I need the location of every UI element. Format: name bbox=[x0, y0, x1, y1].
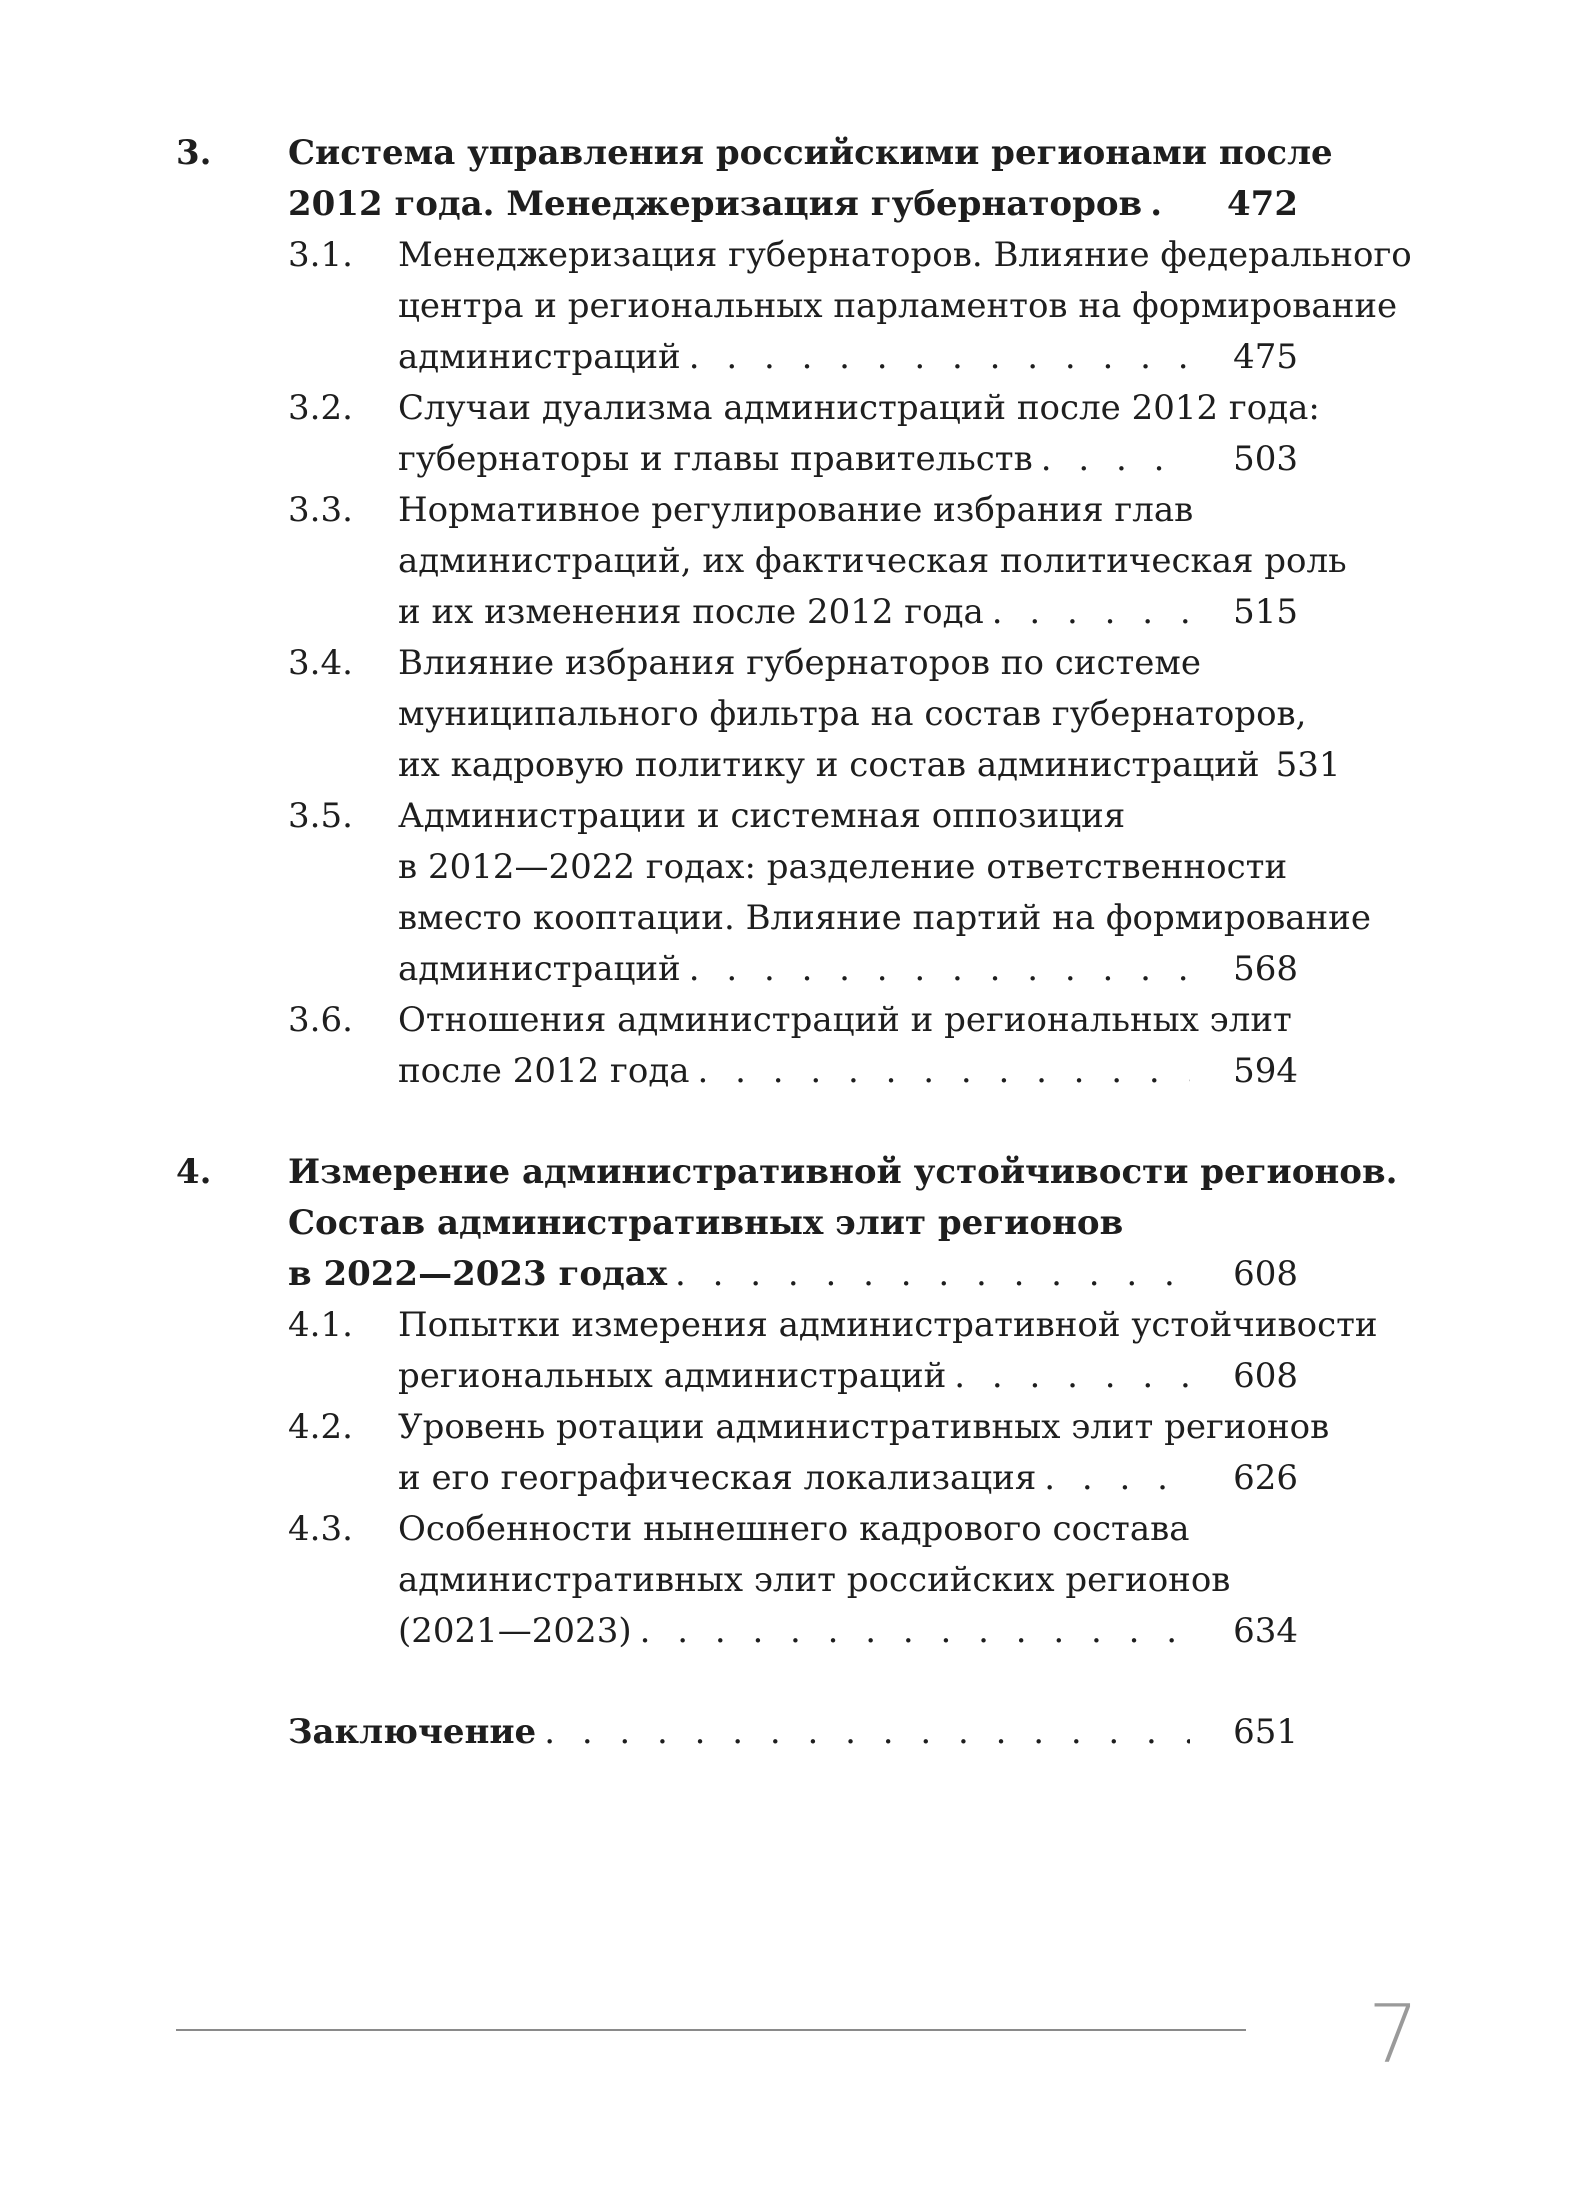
section-title-line: вместо кооптации. Влияние партий на формирование bbox=[398, 898, 1371, 938]
toc-entry[interactable] bbox=[398, 332, 1298, 382]
section-number: 4.2. bbox=[288, 1407, 353, 1447]
section-title-text: администраций bbox=[398, 949, 681, 989]
section-number: 4.3. bbox=[288, 1509, 353, 1549]
dot-leader bbox=[544, 1707, 1190, 1757]
section-title-text: после 2012 года bbox=[398, 1051, 690, 1091]
dot-leader bbox=[1044, 1453, 1190, 1503]
section-title-text: администраций bbox=[398, 337, 681, 377]
section-title-line: муниципального фильтра на состав губернаторов, bbox=[398, 694, 1307, 734]
section-title-line: Менеджеризация губернаторов. Влияние федерального bbox=[398, 235, 1412, 275]
dot-leader bbox=[1150, 179, 1190, 229]
page-number: 472 bbox=[1227, 184, 1298, 224]
toc-entry[interactable] bbox=[398, 1453, 1298, 1503]
section-number: 3.6. bbox=[288, 1000, 353, 1040]
section-number: 3.5. bbox=[288, 796, 353, 836]
section-title-line: администраций, их фактическая политическая роль bbox=[398, 541, 1347, 581]
section-title-text: и его географическая локализация bbox=[398, 1458, 1037, 1498]
dot-leader bbox=[992, 587, 1190, 637]
toc-entry[interactable] bbox=[398, 944, 1298, 994]
toc-entry[interactable] bbox=[398, 1351, 1298, 1401]
toc-entry[interactable] bbox=[398, 740, 1341, 790]
toc-entry[interactable] bbox=[398, 587, 1298, 637]
chapter-title-line: Измерение административной устойчивости регионов. bbox=[288, 1152, 1398, 1192]
dot-leader bbox=[675, 1249, 1190, 1299]
section-title-line: в 2012—2022 годах: разделение ответственности bbox=[398, 847, 1288, 887]
section-title-text: губернаторы и главы правительств bbox=[398, 439, 1033, 479]
section-number: 4.1. bbox=[288, 1305, 353, 1345]
section-title-line: центра и региональных парламентов на формирование bbox=[398, 286, 1398, 326]
page-number: 594 bbox=[1233, 1051, 1298, 1091]
conclusion-title: Заключение bbox=[288, 1712, 537, 1752]
chapter-title-line[interactable] bbox=[288, 179, 1298, 229]
page-number: 651 bbox=[1233, 1712, 1298, 1752]
section-number: 3.1. bbox=[288, 235, 353, 275]
page-number: 634 bbox=[1233, 1611, 1298, 1651]
section-title-line: Случаи дуализма администраций после 2012 года: bbox=[398, 388, 1320, 428]
dot-leader bbox=[954, 1351, 1190, 1401]
chapter-number: 3. bbox=[176, 133, 212, 173]
toc-entry[interactable] bbox=[398, 1046, 1298, 1096]
section-title-line: Уровень ротации административных элит регионов bbox=[398, 1407, 1330, 1447]
footer-rule bbox=[176, 2029, 1246, 2031]
toc-entry[interactable] bbox=[398, 434, 1298, 484]
section-title-line: административных элит российских регионов bbox=[398, 1560, 1231, 1600]
toc-entry[interactable] bbox=[398, 1606, 1298, 1656]
chapter-number: 4. bbox=[176, 1152, 212, 1192]
chapter-title-text: 2012 года. Менеджеризация губернаторов bbox=[288, 184, 1143, 224]
folio-page-number: 7 bbox=[1368, 1988, 1419, 2081]
section-number: 3.4. bbox=[288, 643, 353, 683]
section-title-text: (2021—2023) bbox=[398, 1611, 632, 1651]
section-title-text: региональных администраций bbox=[398, 1356, 947, 1396]
section-title-line: Влияние избрания губернаторов по системе bbox=[398, 643, 1201, 683]
page-number: 531 bbox=[1275, 745, 1341, 785]
page-number: 475 bbox=[1233, 337, 1298, 377]
section-title-line: Особенности нынешнего кадрового состава bbox=[398, 1509, 1190, 1549]
page-number: 568 bbox=[1233, 949, 1298, 989]
section-number: 3.2. bbox=[288, 388, 353, 428]
section-number: 3.3. bbox=[288, 490, 353, 530]
section-title-line: Попытки измерения административной устойчивости bbox=[398, 1305, 1378, 1345]
chapter-title-text: в 2022—2023 годах bbox=[288, 1254, 668, 1294]
dot-leader bbox=[640, 1606, 1190, 1656]
section-title-line: Администрации и системная оппозиция bbox=[398, 796, 1126, 836]
section-title-text: их кадровую политику и состав администраций bbox=[398, 745, 1260, 785]
chapter-title-line: Состав административных элит регионов bbox=[288, 1203, 1124, 1243]
section-title-text: и их изменения после 2012 года bbox=[398, 592, 984, 632]
dot-leader bbox=[689, 332, 1190, 382]
section-title-line: Нормативное регулирование избрания глав bbox=[398, 490, 1194, 530]
page-number: 608 bbox=[1233, 1254, 1298, 1294]
page-number: 608 bbox=[1233, 1356, 1298, 1396]
toc-entry-conclusion[interactable] bbox=[288, 1707, 1298, 1757]
dot-leader bbox=[1041, 434, 1190, 484]
page-number: 626 bbox=[1233, 1458, 1298, 1498]
chapter-title-line: Система управления российскими регионами после bbox=[288, 133, 1333, 173]
page-number: 515 bbox=[1233, 592, 1298, 632]
page-number: 503 bbox=[1233, 439, 1298, 479]
dot-leader bbox=[698, 1046, 1190, 1096]
chapter-title-line[interactable] bbox=[288, 1249, 1298, 1299]
dot-leader bbox=[689, 944, 1190, 994]
section-title-line: Отношения администраций и региональных элит bbox=[398, 1000, 1292, 1040]
